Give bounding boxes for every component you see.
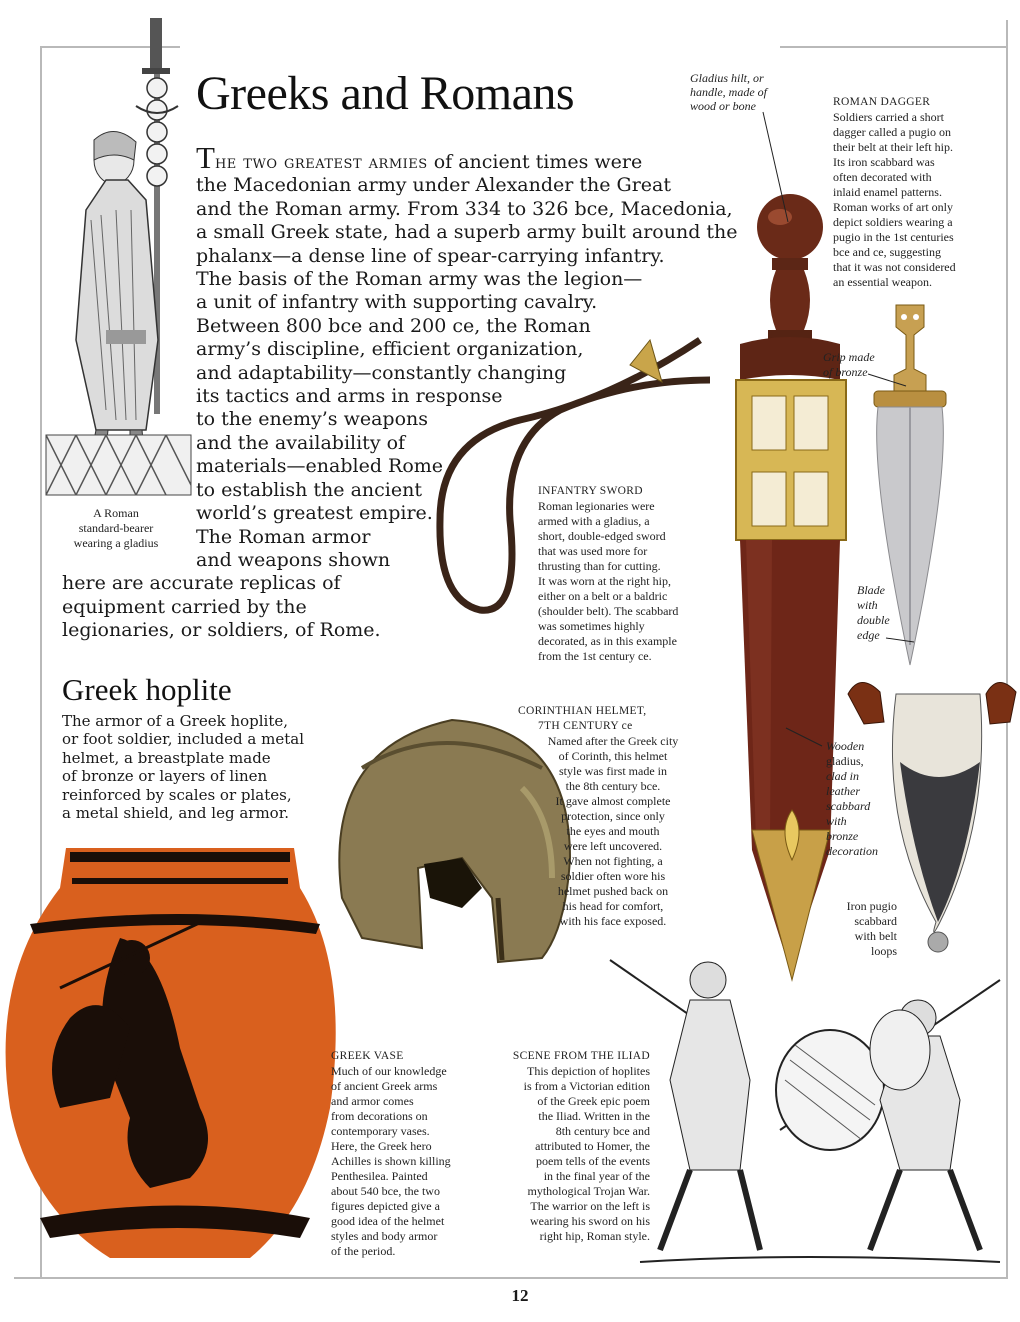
caption-line: the Iliad. Written in the xyxy=(538,1109,650,1123)
infantry-sword-caption xyxy=(538,484,678,664)
caption-line: scabbard xyxy=(826,799,871,813)
greek-hoplite-text xyxy=(62,712,304,822)
caption-line: The warrior on the left is xyxy=(530,1199,650,1213)
intro-line: to the enemy’s weapons xyxy=(196,408,428,431)
intro-line: The Roman armor xyxy=(196,525,371,548)
caption-line: with xyxy=(826,814,847,828)
hoplite-line: reinforced by scales or plates, xyxy=(62,785,292,804)
caption-line: double xyxy=(857,613,890,627)
caption-title: SCENE FROM THE ILIAD xyxy=(512,1050,650,1062)
caption-line: his head for comfort, xyxy=(562,899,664,913)
intro-line: phalanx—a dense line of spear-carrying infantry. xyxy=(196,244,665,267)
caption-line: about 540 bce, the two xyxy=(331,1184,440,1198)
caption-line: an essential weapon. xyxy=(833,275,932,289)
drop-cap: T xyxy=(196,140,215,175)
hoplite-line: helmet, a breastplate made xyxy=(62,748,271,767)
caption-line: clad in xyxy=(826,769,859,783)
intro-line: here are accurate replicas of xyxy=(62,572,341,595)
caption-line: and armor comes xyxy=(331,1094,414,1108)
caption-line: mythological Trojan War. xyxy=(527,1184,650,1198)
caption-line: from decorations on xyxy=(331,1109,428,1123)
iron-pugio-caption xyxy=(820,899,897,959)
caption-line: of bronze xyxy=(823,365,868,379)
intro-line: army’s discipline, efficient organization, xyxy=(196,338,584,361)
caption-line: Roman works of art only xyxy=(833,200,953,214)
hoplite-line: of bronze or layers of linen xyxy=(62,767,268,786)
caption-line: the eyes and mouth xyxy=(566,824,660,838)
intro-line: to establish the ancient xyxy=(196,478,422,501)
intro-line: its tactics and arms in response xyxy=(196,385,503,408)
caption-line: either on a belt or a baldric xyxy=(538,589,668,603)
wooden-gladius-caption xyxy=(826,739,878,859)
hoplite-line: a metal shield, and leg armor. xyxy=(62,804,289,823)
caption-line: Gladius hilt, or xyxy=(690,71,764,85)
caption-line: Roman legionaries were xyxy=(538,499,655,513)
caption-line: poem tells of the events xyxy=(536,1154,650,1168)
caption-line: that was used more for xyxy=(538,544,648,558)
intro-line: Between 800 bce and 200 ce, the Roman xyxy=(196,314,591,337)
caption-line: When not fighting, a xyxy=(563,854,663,868)
caption-line: Soldiers carried a short xyxy=(833,110,944,124)
hoplite-line: or foot soldier, included a metal xyxy=(62,730,304,749)
intro-first-line xyxy=(196,140,726,175)
intro-line: The basis of the Roman army was the legion— xyxy=(196,268,643,291)
caption-line: leather xyxy=(826,784,860,798)
caption-line: the 8th century bce. xyxy=(565,779,661,793)
caption-line: handle, made of xyxy=(690,85,767,99)
caption-line: style was first made in xyxy=(559,764,667,778)
standard-bearer-caption xyxy=(56,506,176,551)
caption-line: of Corinth, this helmet xyxy=(558,749,668,763)
caption-title: 7TH CENTURY ce xyxy=(538,720,633,732)
section-heading-greek-hoplite: Greek hoplite xyxy=(62,672,232,707)
intro-line: a small Greek state, had a superb army built around the xyxy=(196,221,738,244)
caption-line: good idea of the helmet xyxy=(331,1214,445,1228)
caption-line: often decorated with xyxy=(833,170,932,184)
intro-line: materials—enabled Rome xyxy=(196,455,444,478)
intro-line: legionaries, or soldiers, of Rome. xyxy=(62,619,381,642)
blade-caption xyxy=(857,583,890,643)
caption-line: Named after the Greek city xyxy=(547,734,679,748)
caption-line: It was worn at the right hip, xyxy=(538,574,671,588)
caption-line: wearing a gladius xyxy=(73,536,159,550)
caption-line: depict soldiers wearing a xyxy=(833,215,953,229)
caption-title: GREEK VASE xyxy=(331,1050,404,1062)
intro-line: and the Roman army. From 334 to 326 bce, Macedonia, xyxy=(196,197,733,220)
caption-line: Blade xyxy=(857,583,885,597)
caption-line: decorated, as in this example xyxy=(538,634,677,648)
intro-line: and adaptability—constantly changing xyxy=(196,361,567,384)
intro-line: world’s greatest empire. xyxy=(196,502,433,525)
caption-line: scabbard xyxy=(854,914,897,928)
caption-line: thrusting than for cutting. xyxy=(538,559,661,573)
caption-line: of the Greek epic poem xyxy=(537,1094,650,1108)
caption-line: of the period. xyxy=(331,1244,396,1258)
caption-line: A Roman xyxy=(93,506,139,520)
caption-line: their belt at their left hip. xyxy=(833,140,953,154)
page-number: 12 xyxy=(511,1286,529,1305)
caption-line: attributed to Homer, the xyxy=(535,1139,650,1153)
iliad-caption xyxy=(500,1049,650,1244)
caption-line: This depiction of hoplites xyxy=(527,1064,650,1078)
caption-title: ROMAN DAGGER xyxy=(833,96,931,108)
caption-line: figures depicted give a xyxy=(331,1199,440,1213)
caption-line: gladius, xyxy=(826,754,864,768)
intro-first-line-rest: of ancient times were xyxy=(427,151,643,173)
intro-line: the Macedonian army under Alexander the Great xyxy=(196,174,672,197)
caption-line: It gave almost complete xyxy=(555,794,671,808)
intro-line: and weapons shown xyxy=(196,548,391,571)
caption-line: Wooden xyxy=(826,739,865,753)
caption-line: with xyxy=(857,598,878,612)
caption-line: pugio in the 1st centuries xyxy=(833,230,954,244)
caption-line: from the 1st century ce. xyxy=(538,649,652,663)
caption-line: wearing his sword on his xyxy=(530,1214,650,1228)
grip-caption xyxy=(823,350,875,380)
caption-line: armed with a gladius, a xyxy=(538,514,650,528)
intro-line: equipment carried by the xyxy=(62,595,307,618)
caption-line: with his face exposed. xyxy=(559,914,667,928)
caption-line: Iron pugio xyxy=(846,899,897,913)
roman-dagger-caption xyxy=(833,95,956,290)
caption-line: bce and ce, suggesting xyxy=(833,245,941,259)
caption-line: 8th century bce and xyxy=(555,1124,650,1138)
caption-line: is from a Victorian edition xyxy=(523,1079,650,1093)
corinthian-helmet-caption xyxy=(518,704,708,929)
caption-line: of ancient Greek arms xyxy=(331,1079,438,1093)
caption-line: contemporary vases. xyxy=(331,1124,430,1138)
gladius-hilt-caption xyxy=(690,71,780,113)
caption-line: wood or bone xyxy=(690,99,756,113)
caption-line: in the final year of the xyxy=(543,1169,650,1183)
caption-line: Grip made xyxy=(823,350,875,364)
caption-line: right hip, Roman style. xyxy=(539,1229,650,1243)
caption-line: was sometimes highly xyxy=(538,619,645,633)
caption-line: protection, since only xyxy=(561,809,665,823)
caption-line: Its iron scabbard was xyxy=(833,155,935,169)
hoplite-line: The armor of a Greek hoplite, xyxy=(62,712,289,730)
caption-line: decoration xyxy=(826,844,878,858)
caption-line: that it was not considered xyxy=(833,260,956,274)
caption-line: Here, the Greek hero xyxy=(331,1139,432,1153)
caption-line: with belt xyxy=(854,929,897,943)
caption-line: loops xyxy=(870,944,897,958)
intro-line: and the availability of xyxy=(196,431,406,454)
caption-line: short, double-edged sword xyxy=(538,529,666,543)
caption-line: helmet pushed back on xyxy=(557,884,669,898)
caption-title: CORINTHIAN HELMET, xyxy=(518,705,647,717)
greek-vase-caption xyxy=(331,1049,451,1259)
page-title: Greeks and Romans xyxy=(196,67,575,120)
caption-line: inlaid enamel patterns. xyxy=(833,185,942,199)
caption-line: were left uncovered. xyxy=(563,839,663,853)
caption-line: Much of our knowledge xyxy=(331,1064,447,1078)
intro-line: a unit of infantry with supporting cavalry. xyxy=(196,291,598,314)
caption-line: (shoulder belt). The scabbard xyxy=(538,604,679,618)
caption-line: dagger called a pugio on xyxy=(833,125,951,139)
caption-line: soldier often wore his xyxy=(560,869,666,883)
caption-line: Achilles is shown killing xyxy=(331,1154,451,1168)
intro-small-caps: he two greatest armies xyxy=(214,151,428,173)
caption-line: standard-bearer xyxy=(78,521,154,535)
caption-line: edge xyxy=(857,628,880,642)
caption-line: bronze xyxy=(826,829,859,843)
caption-line: Penthesilea. Painted xyxy=(331,1169,428,1183)
caption-line: styles and body armor xyxy=(331,1229,438,1243)
caption-title: INFANTRY SWORD xyxy=(538,485,643,497)
